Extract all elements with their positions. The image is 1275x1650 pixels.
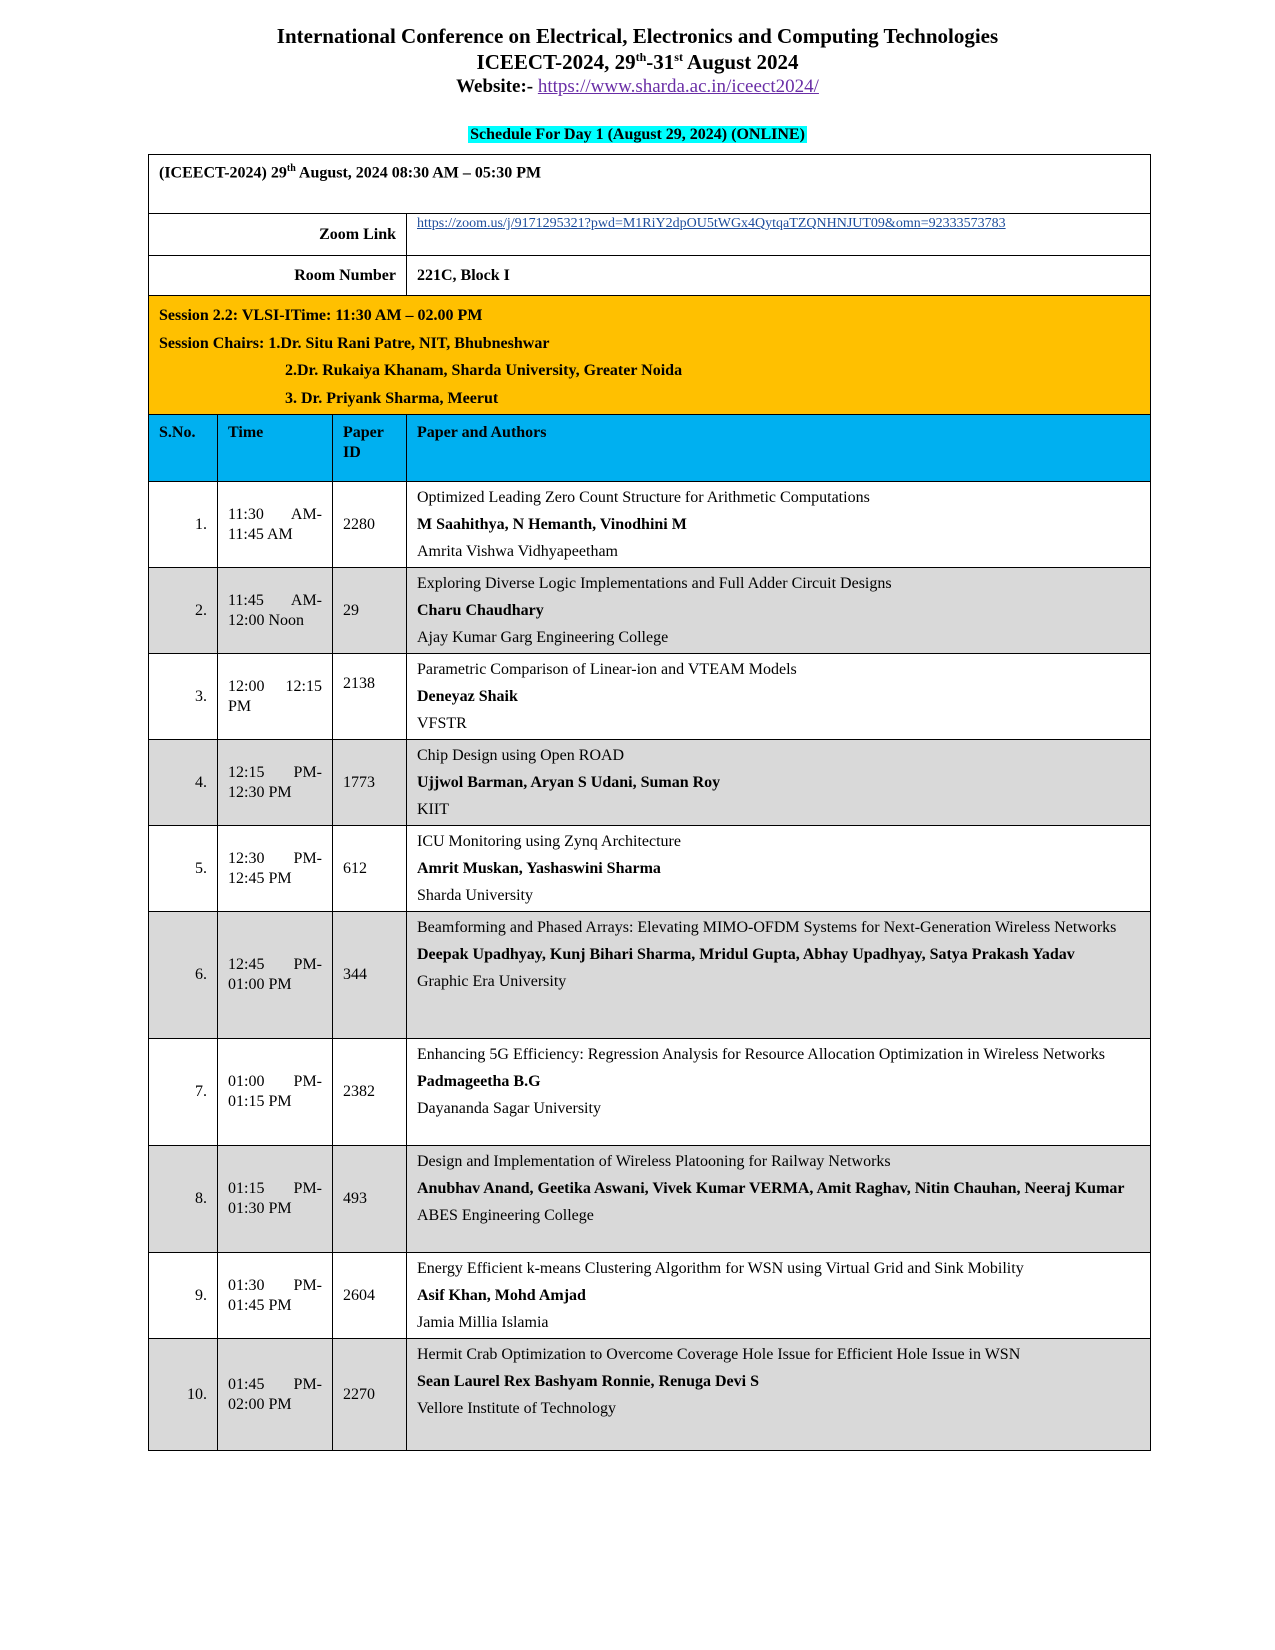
table-row <box>149 568 1151 654</box>
table-row <box>149 740 1151 826</box>
row-paper-id: 344 <box>333 912 407 1039</box>
row-time: 01:30 PM-01:45 PM <box>218 1253 333 1339</box>
row-paper-id: 2604 <box>333 1253 407 1339</box>
paper-title: Beamforming and Phased Arrays: Elevating MIMO-OFDM Systems for Next-Generation Wireless Networks <box>417 919 1117 936</box>
row-sno: 4. <box>149 740 218 826</box>
row-sno: 3. <box>149 654 218 740</box>
session-info-row <box>149 296 1151 415</box>
zoom-label: Zoom Link <box>149 214 407 256</box>
paper-title: ICU Monitoring using Zynq Architecture <box>417 833 681 850</box>
row-paper-id: 2138 <box>333 654 407 740</box>
paper-title: Design and Implementation of Wireless Platooning for Railway Networks <box>417 1153 891 1170</box>
table-row <box>149 912 1151 1039</box>
event-date: (ICEECT-2024) 29th August, 2024 08:30 AM – 05:30 PM <box>149 155 1151 214</box>
paper-authors: Anubhav Anand, Geetika Aswani, Vivek Kumar VERMA, Amit Raghav, Nitin Chauhan, Neeraj Kumar <box>417 1180 1125 1197</box>
website-link[interactable]: https://www.sharda.ac.in/iceect2024/ <box>537 76 819 97</box>
paper-institution: Dayananda Sagar University <box>417 1100 601 1117</box>
paper-institution: VFSTR <box>417 715 467 732</box>
row-sno: 10. <box>149 1339 218 1451</box>
session-info <box>149 296 1151 415</box>
paper-title: Parametric Comparison of Linear-ion and VTEAM Models <box>417 661 797 678</box>
row-paper-details <box>407 1039 1151 1146</box>
col-sno: S.No. <box>149 415 218 482</box>
row-time: 01:45 PM-02:00 PM <box>218 1339 333 1451</box>
row-paper-details <box>407 482 1151 568</box>
room-label: Room Number <box>149 256 407 296</box>
col-paper-authors: Paper and Authors <box>407 415 1151 482</box>
paper-authors: Ujjwol Barman, Aryan S Udani, Suman Roy <box>417 774 721 791</box>
website-line <box>0 76 1275 98</box>
table-row <box>149 482 1151 568</box>
row-sno: 6. <box>149 912 218 1039</box>
paper-institution: Jamia Millia Islamia <box>417 1314 549 1331</box>
session-chair-2: 2.Dr. Rukaiya Khanam, Sharda University, Greater Noida <box>285 362 683 379</box>
paper-authors: Asif Khan, Mohd Amjad <box>417 1287 586 1304</box>
paper-institution: Ajay Kumar Garg Engineering College <box>417 629 669 646</box>
row-paper-details <box>407 912 1151 1039</box>
paper-authors: Padmageetha B.G <box>417 1073 541 1090</box>
paper-authors: Sean Laurel Rex Bashyam Ronnie, Renuga Devi S <box>417 1373 759 1390</box>
paper-institution: Vellore Institute of Technology <box>417 1400 616 1417</box>
paper-title: Chip Design using Open ROAD <box>417 747 625 764</box>
row-paper-id: 29 <box>333 568 407 654</box>
session-chair-1: Session Chairs: 1.Dr. Situ Rani Patre, NIT, Bhubneshwar <box>159 334 550 352</box>
row-time: 12:30 PM-12:45 PM <box>218 826 333 912</box>
session-chair-3: 3. Dr. Priyank Sharma, Meerut <box>285 389 499 407</box>
paper-title: Energy Efficient k-means Clustering Algorithm for WSN using Virtual Grid and Sink Mobility <box>417 1260 1024 1277</box>
zoom-link[interactable]: https://zoom.us/j/9171295321?pwd=M1RiY2dpOU5tWGx4QytqaTZQNHNJUT09&omn=92333573783 <box>407 214 1151 256</box>
paper-institution: ABES Engineering College <box>417 1207 594 1224</box>
row-sno: 5. <box>149 826 218 912</box>
table-row <box>149 1339 1151 1451</box>
row-paper-id: 2280 <box>333 482 407 568</box>
row-paper-details <box>407 1339 1151 1451</box>
row-time: 12:45 PM-01:00 PM <box>218 912 333 1039</box>
col-time: Time <box>218 415 333 482</box>
paper-authors: M Saahithya, N Hemanth, Vinodhini M <box>417 516 687 533</box>
zoom-row <box>149 214 1151 256</box>
row-time: 11:30 AM-11:45 AM <box>218 482 333 568</box>
room-row <box>149 256 1151 296</box>
row-paper-details <box>407 1146 1151 1253</box>
session-line: Session 2.2: VLSI-ITime: 11:30 AM – 02.00 PM <box>159 307 483 324</box>
row-paper-id: 2382 <box>333 1039 407 1146</box>
schedule-table <box>148 154 1151 1451</box>
column-header-row <box>149 415 1151 482</box>
paper-title: Optimized Leading Zero Count Structure for Arithmetic Computations <box>417 489 870 506</box>
row-sno: 2. <box>149 568 218 654</box>
paper-institution: KIIT <box>417 801 449 818</box>
paper-title: Enhancing 5G Efficiency: Regression Analysis for Resource Allocation Optimization in Wireless Networks <box>417 1046 1105 1063</box>
paper-institution: Amrita Vishwa Vidhyapeetham <box>417 543 618 560</box>
conference-subtitle: ICEECT-2024, 29th-31st August 2024 <box>476 50 799 74</box>
paper-authors: Amrit Muskan, Yashaswini Sharma <box>417 860 661 877</box>
conference-title: International Conference on Electrical, Electronics and Computing Technologies <box>276 24 999 48</box>
website-label: Website:- <box>456 76 538 97</box>
table-row <box>149 826 1151 912</box>
row-sno: 7. <box>149 1039 218 1146</box>
paper-institution: Graphic Era University <box>417 973 567 990</box>
table-row <box>149 1146 1151 1253</box>
paper-title: Exploring Diverse Logic Implementations and Full Adder Circuit Designs <box>417 575 892 592</box>
room-value: 221C, Block I <box>407 256 1151 296</box>
row-paper-id: 2270 <box>333 1339 407 1451</box>
row-time: 12:15 PM-12:30 PM <box>218 740 333 826</box>
paper-institution: Sharda University <box>417 887 533 904</box>
event-date-row <box>149 155 1151 214</box>
row-paper-details <box>407 826 1151 912</box>
row-paper-details <box>407 568 1151 654</box>
row-paper-details <box>407 1253 1151 1339</box>
table-row <box>149 654 1151 740</box>
paper-authors: Deneyaz Shaik <box>417 688 518 705</box>
paper-authors: Deepak Upadhyay, Kunj Bihari Sharma, Mridul Gupta, Abhay Upadhyay, Satya Prakash Yadav <box>417 946 1075 963</box>
row-sno: 1. <box>149 482 218 568</box>
row-paper-details <box>407 740 1151 826</box>
paper-title: Hermit Crab Optimization to Overcome Coverage Hole Issue for Efficient Hole Issue in WSN <box>417 1346 1021 1363</box>
row-time: 12:00 12:15 PM <box>218 654 333 740</box>
row-paper-id: 1773 <box>333 740 407 826</box>
row-paper-id: 493 <box>333 1146 407 1253</box>
paper-authors: Charu Chaudhary <box>417 602 544 619</box>
row-paper-details <box>407 654 1151 740</box>
row-paper-id: 612 <box>333 826 407 912</box>
row-time: 01:15 PM-01:30 PM <box>218 1146 333 1253</box>
row-sno: 8. <box>149 1146 218 1253</box>
table-row <box>149 1039 1151 1146</box>
col-paper-id: Paper ID <box>333 415 407 482</box>
row-time: 01:00 PM-01:15 PM <box>218 1039 333 1146</box>
schedule-banner: Schedule For Day 1 (August 29, 2024) (ONLINE) <box>470 126 805 143</box>
row-time: 11:45 AM-12:00 Noon <box>218 568 333 654</box>
row-sno: 9. <box>149 1253 218 1339</box>
table-row <box>149 1253 1151 1339</box>
